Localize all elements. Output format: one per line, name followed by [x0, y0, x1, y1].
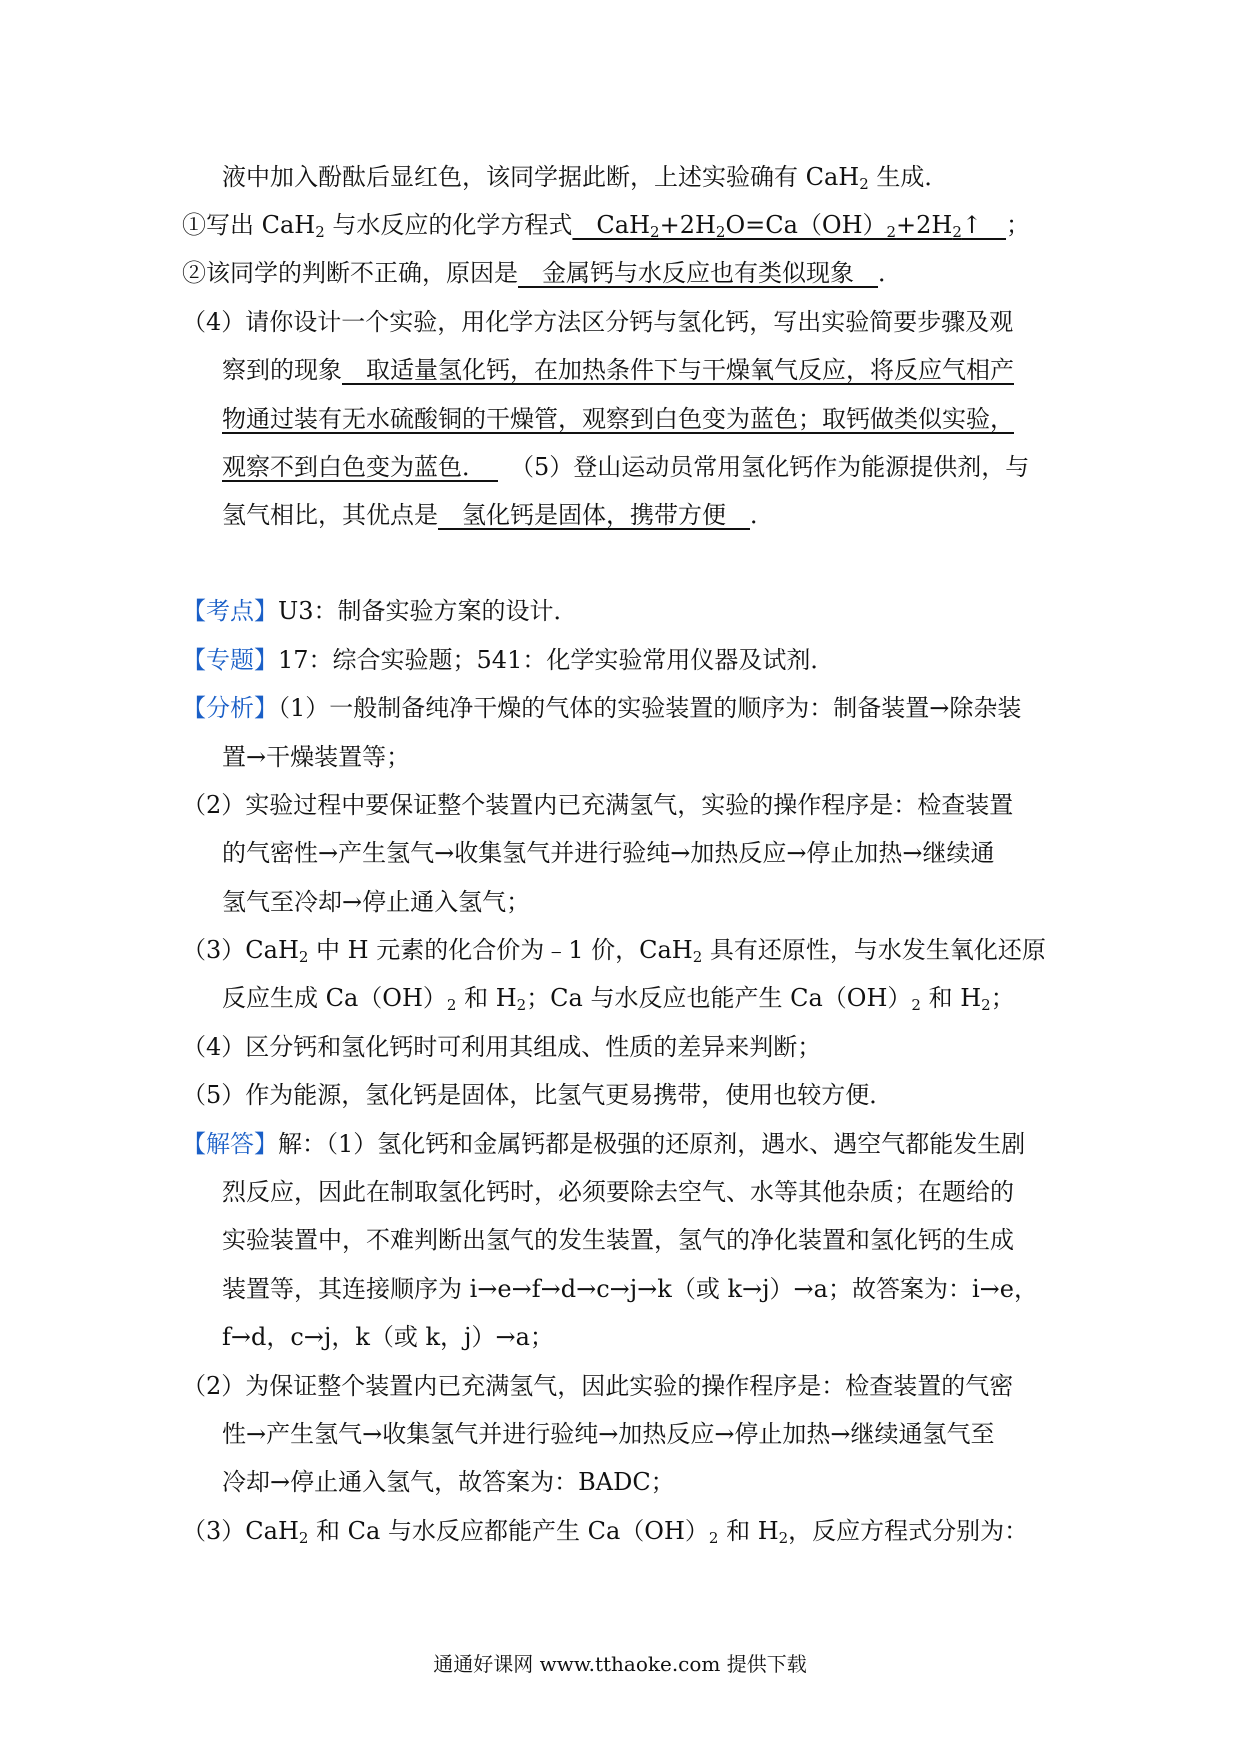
page-footer: 通通好课网 www.tthaoke.com 提供下载 — [433, 1652, 807, 1676]
fenxi-line3: （2）实验过程中要保证整个装置内已充满氢气，实验的操作程序是：检查装置 — [182, 791, 1014, 819]
fenxi-tag: 【分析】 — [182, 694, 278, 722]
answer-underline: 取适量氢化钙，在加热条件下与干燥氧气反应，将反应气相产 — [342, 356, 1014, 384]
fenxi-line2: 置→干燥装置等； — [222, 743, 411, 771]
fenxi-line1: 【分析】（1）一般制备纯净干燥的气体的实验装置的顺序为：制备装置→除杂装 — [182, 694, 1022, 722]
fenxi-line7: 反应生成 $Ca(OH)_2$ 和 $H_2$；Ca 与水反应也能产生 $Ca(OH)_2$ 和 $H_2$； — [222, 984, 1015, 1014]
jieda-line3: 实验装置中，不难判断出氢气的发生装置，氢气的净化装置和氢化钙的生成 — [222, 1226, 1014, 1254]
answer-underline: 金属钙与水反应也有类似现象 — [518, 259, 878, 287]
jieda-line2: 烈反应，因此在制取氢化钙时，必须要除去空气、水等其他杂质；在题给的 — [222, 1178, 1014, 1206]
jieda-line7: 性→产生氢气→收集氢气并进行验纯→加热反应→停止加热→继续通氢气至 — [222, 1420, 995, 1448]
answer-underline: $CaH_2+2H_2O=Ca(OH)_2+2H_2↑$ — [572, 211, 1007, 241]
jieda-tag: 【解答】 — [182, 1130, 278, 1158]
question-4-line1: （4）请你设计一个实验，用化学方法区分钙与氢化钙，写出实验简要步骤及观 — [182, 308, 1014, 336]
part3-continuation: 液中加入酚酞后显红色，该同学据此断，上述实验确有 CaH$_2$ 生成． — [222, 163, 949, 193]
answer-underline: 氢化钙是固体，携带方便 — [438, 501, 750, 529]
kaodian-tag: 【考点】 — [182, 597, 278, 625]
zhuanti-tag: 【专题】 — [182, 646, 278, 674]
question-4-line2: 察到的现象 取适量氢化钙，在加热条件下与干燥氧气反应，将反应气相产 — [222, 356, 1014, 384]
jieda-line5: f→d，c→j，k（或 k，j）→a； — [222, 1323, 554, 1351]
jieda-line9: （3）CaH$_2$ 和 Ca 与水反应都能产生 $Ca(OH)_2$ 和 $H_2$，反应方程式分别为： — [182, 1517, 1029, 1547]
zhuanti-line: 【专题】17：综合实验题；541：化学实验常用仪器及试剂． — [182, 646, 835, 674]
question-4-line3 — [222, 402, 1014, 436]
question-4-line4: 观察不到白色变为蓝色． （5）登山运动员常用氢化钙作为能源提供剂，与 — [222, 453, 1030, 481]
jieda-line1: 【解答】解：（1）氢化钙和金属钙都是极强的还原剂，遇水、遇空气都能发生剧 — [182, 1130, 1026, 1158]
jieda-line6: （2）为保证整个装置内已充满氢气，因此实验的操作程序是：检查装置的气密 — [182, 1372, 1014, 1400]
answer-underline: 物通过装有无水硫酸铜的干燥管，观察到白色变为蓝色；取钙做类似实验， — [222, 405, 1014, 433]
question-5-line2: 氢气相比，其优点是 氢化钙是固体，携带方便 ． — [222, 501, 774, 529]
fenxi-line8: （4）区分钙和氢化钙时可利用其组成、性质的差异来判断； — [182, 1033, 822, 1061]
kaodian-line: 【考点】U3：制备实验方案的设计． — [182, 597, 578, 625]
fenxi-line5: 氢气至冷却→停止通入氢气； — [222, 888, 531, 916]
question-2-reason: ②该同学的判断不正确，原因是 金属钙与水反应也有类似现象 ． — [182, 259, 902, 287]
jieda-line4: 装置等，其连接顺序为 i→e→f→d→c→j→k（或 k→j）→a；故答案为：i→e， — [222, 1275, 1038, 1303]
fenxi-line6: （3）CaH$_2$ 中 H 元素的化合价为﹣1 价，CaH$_2$ 具有还原性，与水发生氧化还原 — [182, 936, 1046, 966]
question-1-equation: ①写出 CaH$_2$ 与水反应的化学方程式 $CaH_2+2H_2O=Ca(OH)_2+2H_2↑$ ； — [182, 211, 1031, 241]
fenxi-line4: 的气密性→产生氢气→收集氢气并进行验纯→加热反应→停止加热→继续通 — [222, 839, 995, 867]
fenxi-line9: （5）作为能源，氢化钙是固体，比氢气更易携带，使用也较方便． — [182, 1081, 894, 1109]
answer-underline: 观察不到白色变为蓝色． — [222, 453, 498, 481]
jieda-line8: 冷却→停止通入氢气，故答案为：BADC； — [222, 1468, 675, 1496]
